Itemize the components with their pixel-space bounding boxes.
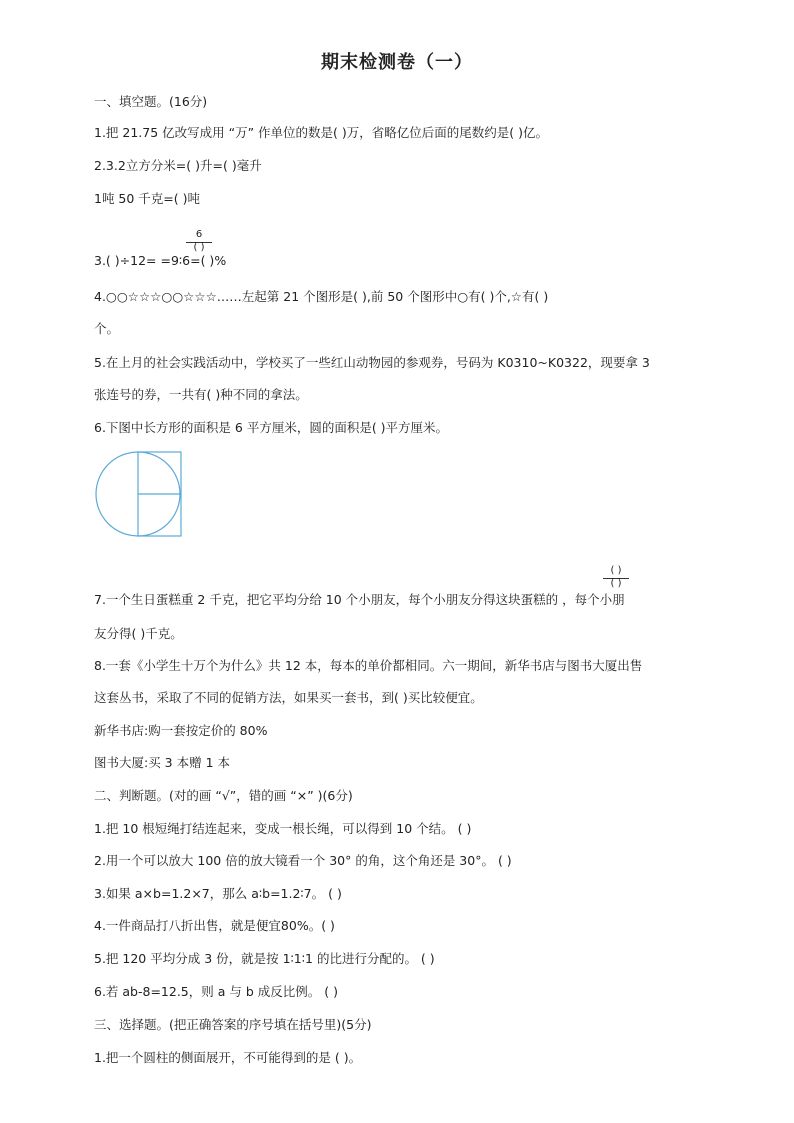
page-title: 期末检测卷（一） — [321, 52, 473, 73]
judge-item: 5.把 120 平均分成 3 份，就是按 1∶1∶1 的比进行分配的。 ( ) — [94, 951, 435, 966]
question-8d: 图书大厦:买 3 本赠 1 本 — [94, 755, 231, 770]
question-2a: 2.3.2立方分米=( )升=( )毫升 — [94, 158, 262, 173]
section3-heading: 三、选择题。(把正确答案的序号填在括号里)(5分) — [94, 1017, 372, 1032]
question-2b: 1吨 50 千克=( )吨 — [94, 191, 201, 206]
q3-fraction — [186, 230, 212, 253]
judge-item: 1.把 10 根短绳打结连起来，变成一根长绳，可以得到 10 个结。 ( ) — [94, 821, 472, 836]
question-8b: 这套丛书，采取了不同的促销方法，如果买一套书，到( )买比较便宜。 — [94, 690, 483, 705]
question-8a: 8.一套《小学生十万个为什么》共 12 本，每本的单价都相同。六一期间，新华书店与图书大厦出售 — [94, 658, 643, 673]
judge-item: 6.若 ab-8=12.5，则 a 与 b 成反比例。 ( ) — [94, 984, 338, 999]
question-3: 3.( )÷12= =9∶6=( )% — [94, 253, 227, 268]
q7-fraction-denominator: ( ) — [610, 578, 622, 589]
q3-fraction-denominator: ( ) — [193, 242, 205, 253]
circle-rectangle-figure — [94, 450, 186, 540]
question-1: 1.把 21.75 亿改写成用 “万” 作单位的数是( )万，省略亿位后面的尾数约是( )亿。 — [94, 125, 549, 140]
question-8c: 新华书店:购一套按定价的 80% — [94, 723, 268, 738]
question-5a: 5.在上月的社会实践活动中，学校买了一些红山动物园的参观券，号码为 K0310~K0322，现要拿 3 — [94, 355, 650, 370]
question-7b: 友分得( )千克。 — [94, 626, 183, 641]
question-4b: 个。 — [94, 321, 120, 336]
q3-fraction-numerator: 6 — [195, 229, 203, 240]
question-6: 6.下图中长方形的面积是 6 平方厘米，圆的面积是( )平方厘米。 — [94, 420, 449, 435]
judge-item: 2.用一个可以放大 100 倍的放大镜看一个 30° 的角，这个角还是 30°。 ( ) — [94, 853, 512, 868]
question-4a: 4.○○☆☆☆○○☆☆☆……左起第 21 个图形是( ),前 50 个图形中○有( )个,☆有( ) — [94, 289, 549, 304]
q7-fraction — [603, 566, 629, 589]
q7-fraction-numerator: ( ) — [610, 565, 622, 576]
question-5b: 张连号的券，一共有( )种不同的拿法。 — [94, 387, 308, 402]
judge-item: 4.一件商品打八折出售，就是便宜80%。( ) — [94, 918, 335, 933]
question-7a: 7.一个生日蛋糕重 2 千克，把它平均分给 10 个小朋友，每个小朋友分得这块蛋糕的 ，每个小朋 — [94, 592, 625, 607]
section1-heading: 一、填空题。(16分) — [94, 94, 208, 109]
section2-heading: 二、判断题。(对的画 “√”，错的画 “×” )(6分) — [94, 788, 353, 803]
judge-item: 3.如果 a×b=1.2×7，那么 a∶b=1.2∶7。 ( ) — [94, 886, 342, 901]
choice-question-1: 1.把一个圆柱的侧面展开，不可能得到的是 ( )。 — [94, 1050, 362, 1065]
